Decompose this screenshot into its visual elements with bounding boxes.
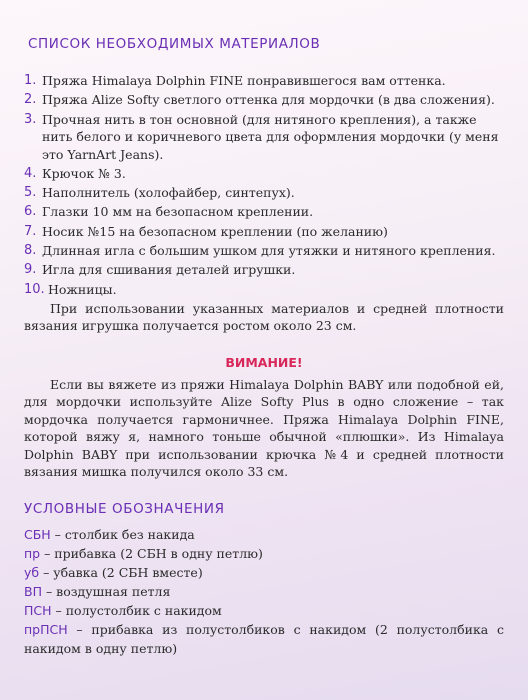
warning-text: Если вы вяжете из пряжи Himalaya Dolphin BABY или подобной ей, для мордочки используйте Alize Softy Plus в одно сложение – так мордочка получается гармоничнее. Пряжа Himalaya Dolphin FINE, которой вяжу я, намного тоньше обычной «плюшки». Из Himalaya Dolphin BABY при использовании крючка №4 и средней плотности вязания мишка получился около 33 см.: [24, 376, 504, 480]
list-number: 5.: [24, 185, 37, 201]
abbreviation-item: [24, 544, 504, 563]
abbreviation-term: ВП: [24, 583, 42, 599]
list-item: [24, 281, 504, 299]
list-text: Наполнитель (холофайбер, синтепух).: [42, 185, 295, 201]
list-text: Пряжа Himalaya Dolphin FINE понравившегося вам оттенка.: [42, 73, 446, 88]
abbreviation-item: [24, 601, 504, 620]
abbreviation-term: СБН: [24, 526, 51, 542]
abbreviations-heading: УСЛОВНЫЕ ОБОЗНАЧЕНИЯ: [24, 500, 225, 517]
size-note: При использовании указанных материалов и средней плотности вязания игрушка получается ростом около 23 см.: [24, 300, 504, 334]
materials-heading: СПИСОК НЕОБХОДИМЫХ МАТЕРИАЛОВ: [28, 36, 321, 52]
list-item: [24, 223, 504, 241]
abbreviation-item: [24, 620, 504, 658]
list-text: Носик №15 на безопасном креплении (по желанию): [42, 223, 388, 239]
abbreviation-desc: – полустолбик с накидом: [51, 602, 222, 618]
abbreviation-item: [24, 582, 504, 601]
list-text: Пряжа Alize Softy светлого оттенка для мордочки (в два сложения).: [42, 92, 495, 108]
list-item: [24, 91, 504, 109]
list-item: [24, 165, 504, 183]
abbreviation-desc: – столбик без накида: [50, 526, 195, 542]
list-number: 7.: [24, 223, 37, 239]
list-text: Ножницы.: [48, 281, 117, 297]
list-number: 6.: [24, 204, 37, 220]
abbreviation-item: [24, 563, 504, 582]
abbreviation-desc: – прибавка из полустолбиков с накидом (2 полустолбика с накидом в одну петлю): [24, 621, 504, 656]
list-number: 3.: [24, 111, 37, 127]
abbreviation-desc: – убавка (2 СБН вместе): [39, 564, 203, 580]
list-text: Игла для сшивания деталей игрушки.: [42, 262, 296, 278]
list-item: [24, 261, 504, 279]
list-number: 9.: [24, 262, 37, 278]
list-text: Прочная нить в тон основной (для нитяного крепления), а также нить белого и коричневого цвета для оформления мордочки (у меня это YarnArt Jeans).: [42, 111, 499, 162]
list-item: [24, 203, 504, 221]
abbreviation-desc: – прибавка (2 СБН в одну петлю): [40, 545, 263, 561]
list-text: Крючок № 3.: [42, 165, 126, 181]
list-item: [24, 242, 504, 260]
abbreviation-item: [24, 525, 504, 544]
list-text: Глазки 10 мм на безопасном креплении.: [42, 204, 314, 220]
list-item: [24, 111, 504, 164]
list-number: 8.: [24, 243, 37, 259]
materials-list: [24, 72, 504, 298]
abbreviation-term: уб: [24, 564, 40, 580]
list-number: 4.: [24, 165, 37, 181]
list-number: 1.: [24, 73, 37, 88]
abbreviation-desc: – воздушная петля: [41, 583, 171, 599]
abbreviation-term: пр: [24, 545, 41, 561]
abbreviation-term: ПСН: [24, 602, 52, 618]
abbreviation-term: прПСН: [24, 621, 68, 637]
list-number: 2.: [24, 92, 37, 108]
list-item: [24, 72, 504, 90]
list-item: [24, 184, 504, 202]
list-number: 10.: [24, 281, 45, 297]
warning-title: ВИМАНИЕ!: [225, 354, 303, 370]
list-text: Длинная игла с большим ушком для утяжки и нитяного крепления.: [42, 243, 496, 259]
